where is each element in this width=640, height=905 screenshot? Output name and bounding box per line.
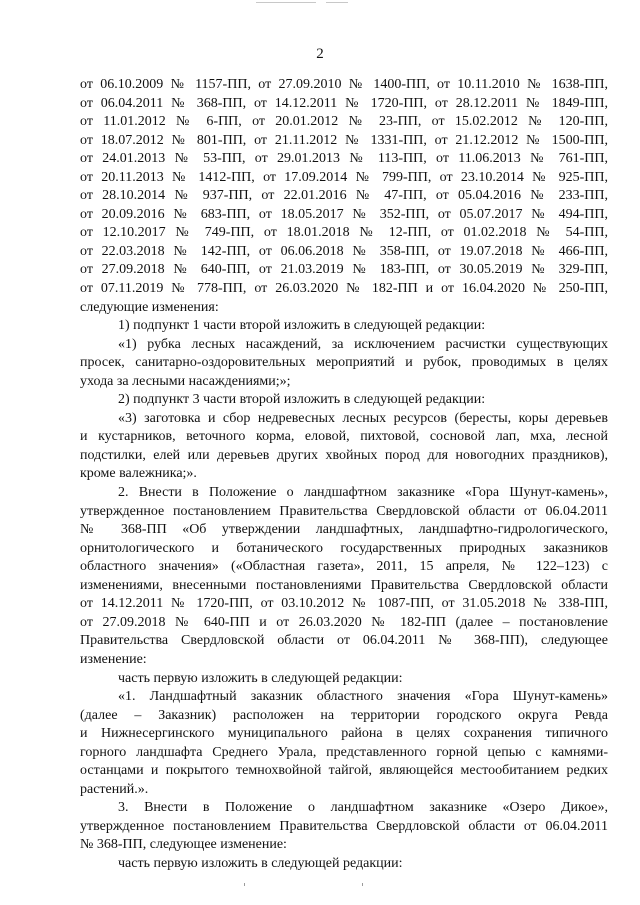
text-line: от 22.03.2018 № 142-ПП, от 06.06.2018 № 358-ПП, от 19.07.2018 № 466-ПП, [80,243,608,259]
text-line: растений.». [80,781,149,797]
text-line: часть первую изложить в следующей редакции: [118,670,403,686]
text-line: утвержденное постановлением Правительства Свердловской области от 06.04.2011 [80,818,608,834]
text-line: от 20.09.2016 № 683-ПП, от 18.05.2017 № 352-ПП, от 05.07.2017 № 494-ПП, [80,206,608,222]
text-line: от 20.11.2013 № 1412-ПП, от 17.09.2014 № 799-ПП, от 23.10.2014 № 925-ПП, [80,169,608,185]
scan-mark-bottom-2 [362,883,363,886]
text-line: «3) заготовка и сбор недревесных лесных ресурсов (бересты, коры деревьев [118,410,608,426]
text-line: горного ландшафта Среднего Урала, представленного горной цепью с камнями- [80,744,608,760]
text-line: подстилки, елей или деревьев других хвойных пород для новогодних праздников), [80,447,608,463]
text-line: ухода за лесными насаждениями;»; [80,373,291,389]
text-line: «1. Ландшафтный заказник областного значения «Гора Шунут-камень» [118,689,608,705]
text-line: утвержденное постановлением Правительства Свердловской области от 06.04.2011 [80,503,608,519]
text-line: (далее – Заказник) расположен на территории городского округа Ревда [80,707,608,723]
scan-mark-top [256,2,316,3]
text-line: орнитологического и ботанического государственных природных заказников [80,540,608,556]
text-line: 3. Внести в Положение о ландшафтном заказнике «Озеро Дикое», [118,800,608,816]
scan-mark-bottom [244,883,245,886]
text-line: останцами и покрытого темнохвойной тайгой, являющейся местообитанием редких [80,763,608,779]
text-line: Правительства Свердловской области от 06.04.2011 № 368-ПП), следующее [80,633,608,649]
text-line: 2. Внести в Положение о ландшафтном заказнике «Гора Шунут-камень», [118,485,608,501]
text-line: от 18.07.2012 № 801-ПП, от 21.11.2012 № 1331-ПП, от 21.12.2012 № 1500-ПП, [80,132,608,148]
text-line: 1) подпункт 1 части второй изложить в следующей редакции: [118,318,486,334]
text-line: от 06.10.2009 № 1157-ПП, от 27.09.2010 № 1400-ПП, от 10.11.2010 № 1638-ПП, [80,77,608,92]
text-line: от 24.01.2013 № 53-ПП, от 29.01.2013 № 113-ПП, от 11.06.2013 № 761-ПП, [80,151,608,167]
text-line: от 11.01.2012 № 6-ПП, от 20.01.2012 № 23-ПП, от 15.02.2012 № 120-ПП, [80,114,608,130]
text-line: кроме валежника;». [80,466,197,482]
text-line: изменение: [80,651,147,667]
text-line: от 12.10.2017 № 749-ПП, от 18.01.2018 № 12-ПП, от 01.02.2018 № 54-ПП, [80,225,608,241]
text-line: часть первую изложить в следующей редакции: [118,855,403,871]
text-line: от 28.10.2014 № 937-ПП, от 22.01.2016 № 47-ПП, от 05.04.2016 № 233-ПП, [80,188,608,204]
text-line: № 368-ПП, следующее изменение: [80,837,287,853]
scan-mark-top-2 [326,2,348,3]
text-line: от 14.12.2011 № 1720-ПП, от 03.10.2012 № 1087-ПП, от 31.05.2018 № 338-ПП, [80,596,608,612]
text-line: изменениями, внесенными постановлениями Правительства Свердловской области [80,577,608,593]
text-line: «1) рубка лесных насаждений, за исключением расчистки существующих [118,336,608,352]
text-line: и кустарников, веточного корма, еловой, пихтовой, сосновой лап, мха, лесной [80,429,608,445]
text-line: 2) подпункт 3 части второй изложить в следующей редакции: [118,392,486,408]
document-body [80,76,608,874]
text-line: просек, санитарно-оздоровительных мероприятий и рубок, проводимых в целях [80,355,608,371]
text-line: от 06.04.2011 № 368-ПП, от 14.12.2011 № 1720-ПП, от 28.12.2011 № 1849-ПП, [80,95,608,111]
text-line: следующие изменения: [80,299,219,315]
page-number: 2 [316,46,324,62]
text-line: № 368-ПП «Об утверждении ландшафтных, ландшафтно-гидрологического, [80,522,608,538]
text-line: от 27.09.2018 № 640-ПП и от 26.03.2020 № 182-ПП (далее – постановление [80,614,608,630]
text-line: от 27.09.2018 № 640-ПП, от 21.03.2019 № 183-ПП, от 30.05.2019 № 329-ПП, [80,262,608,278]
text-line: и Нижнесергинского муниципального района в целях сохранения типичного [80,726,608,742]
text-line: областного значения» («Областная газета», 2011, 15 апреля, № 122–123) с [80,559,608,575]
text-line: от 07.11.2019 № 778-ПП, от 26.03.2020 № 182-ПП и от 16.04.2020 № 250-ПП, [80,281,608,297]
